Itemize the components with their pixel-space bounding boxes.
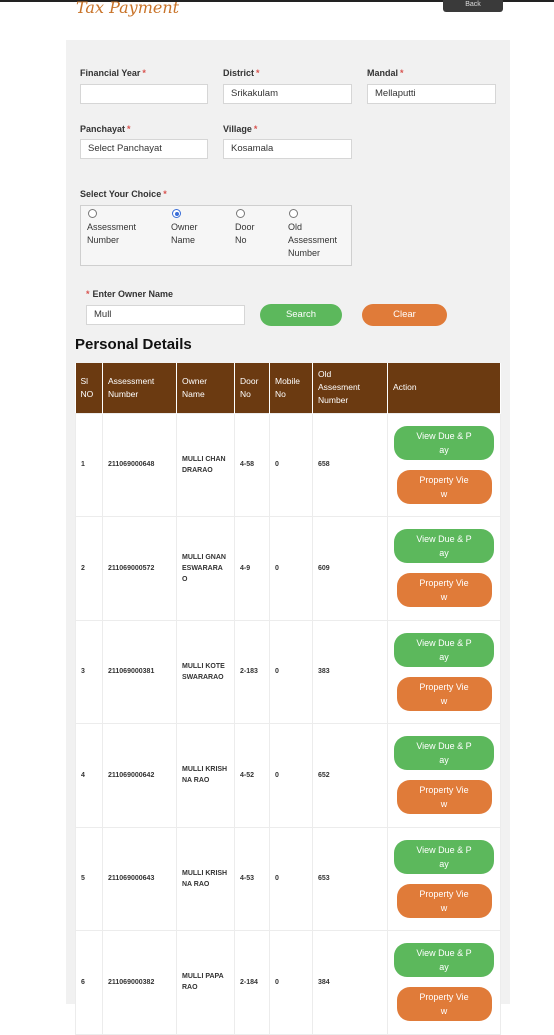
cell-old-assessment: 383	[313, 620, 388, 724]
cell-mobile: 0	[270, 931, 313, 1035]
cell-sl: 6	[76, 931, 103, 1035]
table-row	[76, 517, 501, 621]
panchayat-label: Panchayat *	[80, 124, 131, 134]
view-due-pay-button[interactable]: View Due & P ay	[394, 943, 494, 977]
cell-old-assessment: 653	[313, 827, 388, 931]
property-view-button[interactable]: Property Vie w	[397, 780, 492, 814]
property-view-button[interactable]: Property Vie w	[397, 677, 492, 711]
choice-option-old-assessment-number[interactable]: Old Assessment Number	[288, 209, 337, 260]
cell-door: 4-53	[235, 827, 270, 931]
cell-sl: 1	[76, 413, 103, 517]
choice-option-door-no[interactable]: Door No	[235, 209, 255, 247]
cell-mobile: 0	[270, 827, 313, 931]
cell-door: 2-184	[235, 931, 270, 1035]
cell-mobile: 0	[270, 724, 313, 828]
choice-group	[80, 205, 352, 266]
cell-assessment: 211069000643	[103, 827, 177, 931]
cell-action	[388, 724, 501, 828]
table-row	[76, 413, 501, 517]
financial-year-label: Financial Year *	[80, 68, 146, 78]
cell-sl: 2	[76, 517, 103, 621]
cell-action	[388, 620, 501, 724]
cell-action	[388, 931, 501, 1035]
cell-assessment: 211069000572	[103, 517, 177, 621]
clear-button[interactable]: Clear	[362, 304, 447, 326]
page-title: Tax Payment	[76, 0, 180, 17]
col-owner-name: Owner Name	[177, 363, 235, 413]
cell-sl: 5	[76, 827, 103, 931]
village-label: Village *	[223, 124, 258, 134]
mandal-label: Mandal *	[367, 68, 404, 78]
cell-owner: MULLI GNAN ESWARARA O	[177, 517, 235, 621]
col-old-assesment-number: Old Assesment Number	[313, 363, 388, 413]
cell-action	[388, 827, 501, 931]
col-assessment-number: Assessment Number	[103, 363, 177, 413]
panchayat-select[interactable]: Select Panchayat	[80, 139, 208, 159]
choice-option-assessment-number[interactable]: Assessment Number	[87, 209, 136, 247]
cell-assessment: 211069000381	[103, 620, 177, 724]
cell-sl: 3	[76, 620, 103, 724]
cell-action	[388, 517, 501, 621]
cell-owner: MULLI KRISH NA RAO	[177, 724, 235, 828]
cell-mobile: 0	[270, 620, 313, 724]
owner-name-input[interactable]: Mull	[86, 305, 245, 325]
cell-mobile: 0	[270, 517, 313, 621]
cell-door: 2-183	[235, 620, 270, 724]
village-field[interactable]: Kosamala	[223, 139, 352, 159]
table-row	[76, 724, 501, 828]
cell-owner: MULLI KRISH NA RAO	[177, 827, 235, 931]
personal-details-table	[75, 363, 501, 1035]
back-button[interactable]: Back	[443, 0, 503, 12]
cell-owner: MULLI CHAN DRARAO	[177, 413, 235, 517]
table-row	[76, 620, 501, 724]
cell-door: 4-52	[235, 724, 270, 828]
table-row	[76, 827, 501, 931]
col-door-no: Door No	[235, 363, 270, 413]
radio-door-no[interactable]	[236, 209, 245, 218]
cell-old-assessment: 652	[313, 724, 388, 828]
cell-assessment: 211069000648	[103, 413, 177, 517]
radio-owner-name[interactable]	[172, 209, 181, 218]
owner-name-label: * Enter Owner Name	[86, 289, 174, 299]
col-action: Action	[388, 363, 501, 413]
financial-year-field[interactable]	[80, 84, 208, 104]
property-view-button[interactable]: Property Vie w	[397, 470, 492, 504]
cell-owner: MULLI KOTE SWARARAO	[177, 620, 235, 724]
cell-assessment: 211069000382	[103, 931, 177, 1035]
col-mobile-no: Mobile No	[270, 363, 313, 413]
choice-label: Select Your Choice *	[80, 189, 167, 199]
view-due-pay-button[interactable]: View Due & P ay	[394, 529, 494, 563]
table-row	[76, 931, 501, 1035]
cell-assessment: 211069000642	[103, 724, 177, 828]
cell-action	[388, 413, 501, 517]
cell-old-assessment: 384	[313, 931, 388, 1035]
district-label: District *	[223, 68, 260, 78]
property-view-button[interactable]: Property Vie w	[397, 987, 492, 1021]
property-view-button[interactable]: Property Vie w	[397, 884, 492, 918]
cell-mobile: 0	[270, 413, 313, 517]
choice-option-owner-name[interactable]: Owner Name	[171, 209, 198, 247]
view-due-pay-button[interactable]: View Due & P ay	[394, 736, 494, 770]
view-due-pay-button[interactable]: View Due & P ay	[394, 633, 494, 667]
cell-sl: 4	[76, 724, 103, 828]
view-due-pay-button[interactable]: View Due & P ay	[394, 840, 494, 874]
cell-old-assessment: 658	[313, 413, 388, 517]
table-header-row	[76, 363, 501, 413]
cell-owner: MULLI PAPA RAO	[177, 931, 235, 1035]
view-due-pay-button[interactable]: View Due & P ay	[394, 426, 494, 460]
cell-door: 4-58	[235, 413, 270, 517]
cell-old-assessment: 609	[313, 517, 388, 621]
search-button[interactable]: Search	[260, 304, 342, 326]
property-view-button[interactable]: Property Vie w	[397, 573, 492, 607]
radio-assessment-number[interactable]	[88, 209, 97, 218]
radio-old-assessment-number[interactable]	[289, 209, 298, 218]
personal-details-heading: Personal Details	[75, 336, 192, 353]
cell-door: 4-9	[235, 517, 270, 621]
district-field[interactable]: Srikakulam	[223, 84, 352, 104]
mandal-field[interactable]: Mellaputti	[367, 84, 496, 104]
col-sl-no: Sl NO	[76, 363, 103, 413]
